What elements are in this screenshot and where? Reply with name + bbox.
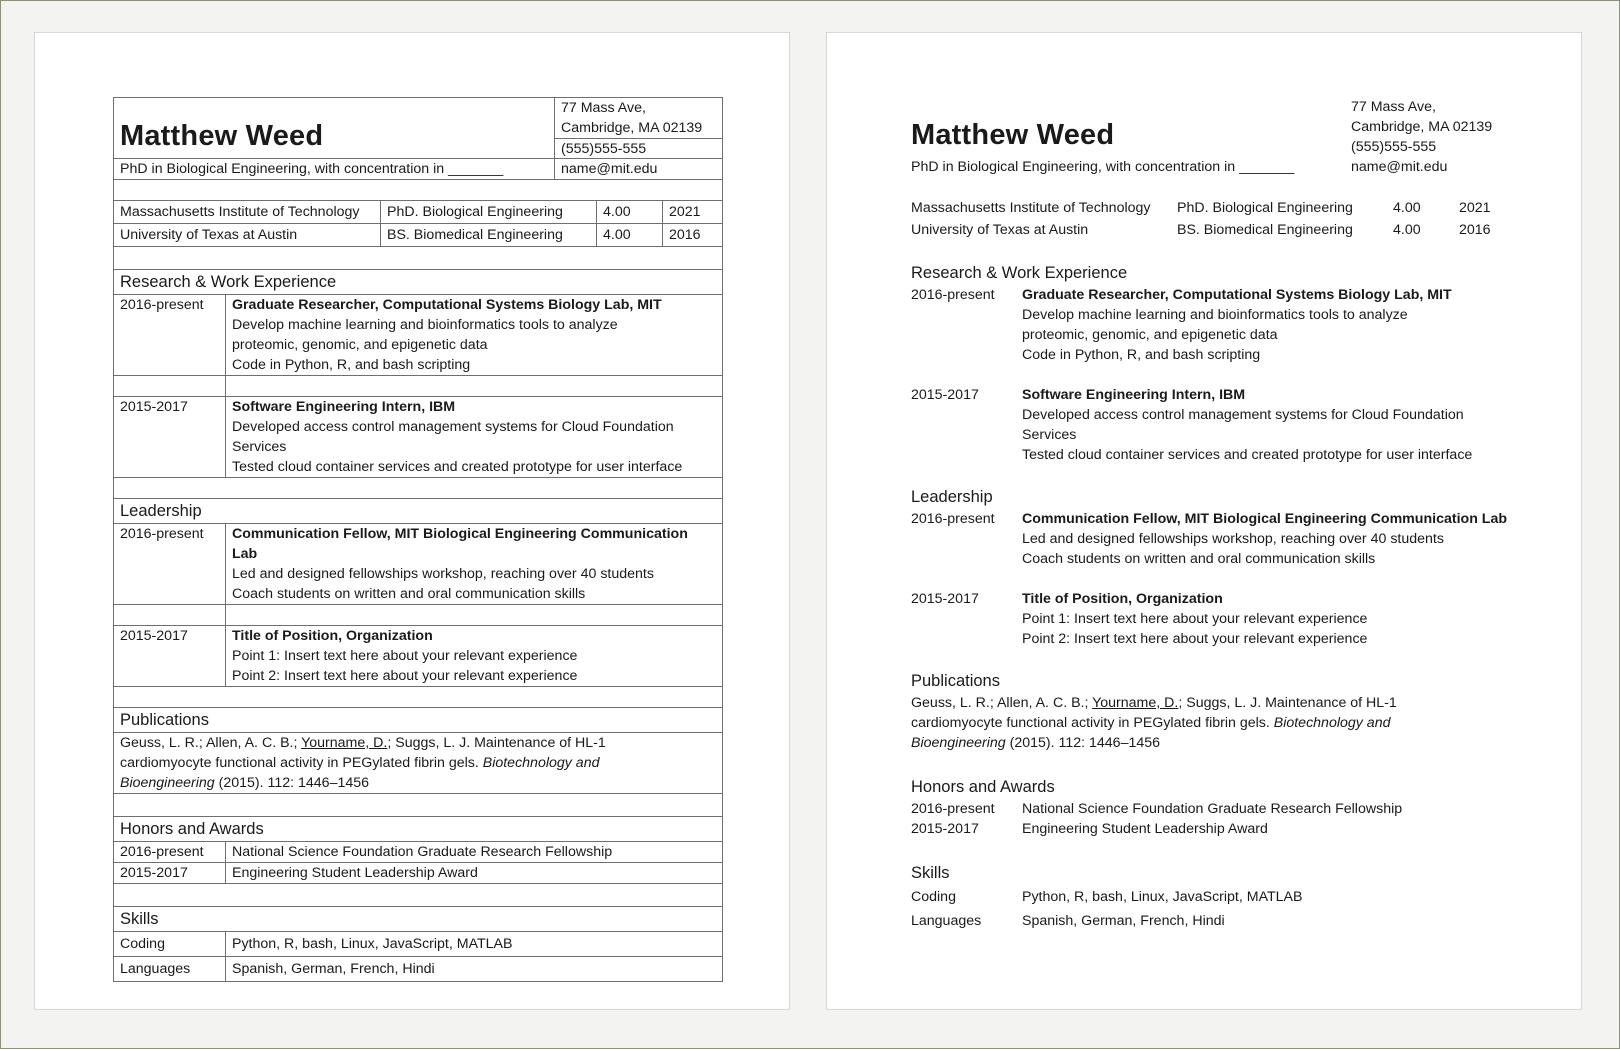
experience-dates: 2015-2017 (120, 399, 188, 415)
experience-row (113, 625, 723, 686)
experience-detail: Point 2: Insert text here about your relevant experience (1022, 631, 1368, 647)
address-line-2: Cambridge, MA 02139 (561, 120, 703, 136)
publication-journal: Biotechnology and (482, 755, 600, 771)
education-gpa: 4.00 (1393, 222, 1421, 238)
education-degree: BS. Biomedical Engineering (1177, 222, 1353, 238)
publication-authors: Geuss, L. R.; Allen, A. C. B.; (911, 695, 1093, 711)
skill-label: Coding (911, 889, 956, 905)
honor-row (905, 819, 1515, 839)
experience-detail: Point 1: Insert text here about your relevant experience (232, 648, 578, 664)
education-school: Massachusetts Institute of Technology (911, 200, 1151, 216)
experience-detail: Services (232, 439, 287, 455)
skill-value: Python, R, bash, Linux, JavaScript, MATLAB (1022, 889, 1303, 905)
phone-number: (555)555-555 (555, 138, 722, 159)
education-gpa: 4.00 (1393, 200, 1421, 216)
education-row (905, 219, 1515, 241)
honor-award: National Science Foundation Graduate Research Fellowship (225, 842, 722, 862)
skill-value: Spanish, German, French, Hindi (225, 957, 722, 981)
publication-row (113, 732, 723, 793)
honor-row (113, 841, 723, 862)
education-row (113, 223, 723, 246)
section-heading-leadership: Leadership (120, 502, 202, 520)
publication-self-author: Yourname, D. (301, 735, 388, 751)
education-degree: PhD. Biological Engineering (380, 201, 596, 223)
section-heading-skills: Skills (911, 864, 950, 882)
skill-label: Languages (120, 961, 191, 977)
skill-row (905, 885, 1515, 909)
experience-detail: Code in Python, R, and bash scripting (232, 357, 471, 373)
section-heading-honors: Honors and Awards (120, 820, 264, 838)
experience-title: Graduate Researcher, Computational Systems Biology Lab, MIT (232, 297, 662, 313)
publication-title: cardiomyocyte functional activity in PEGylated fibrin gels. (911, 715, 1274, 731)
subtitle-row (905, 157, 1515, 177)
experience-detail: Coach students on written and oral communication skills (232, 586, 586, 602)
skill-value: Spanish, German, French, Hindi (1022, 913, 1225, 929)
resume-table (113, 97, 723, 982)
publication-citation: (2015). 112: 1446–1456 (1005, 735, 1161, 751)
experience-detail: Develop machine learning and bioinformatics tools to analyze (232, 317, 618, 333)
experience-dates: 2016-present (911, 287, 995, 303)
section-heading-row (113, 906, 723, 931)
resume-page-gridded (34, 32, 790, 1010)
honor-award: Engineering Student Leadership Award (225, 863, 722, 883)
publication-journal: Bioengineering (120, 775, 215, 791)
experience-title: Communication Fellow, MIT Biological Engineering Communication Lab (232, 526, 688, 562)
publication-authors: ; Suggs, L. J. Maintenance of HL-1 (387, 735, 606, 751)
address-line-1: 77 Mass Ave, (561, 100, 646, 116)
honor-award: National Science Foundation Graduate Research Fellowship (1022, 801, 1403, 817)
blank-row (113, 686, 723, 707)
experience-row (113, 396, 723, 477)
experience-detail: Develop machine learning and bioinformatics tools to analyze (1022, 307, 1408, 323)
publication-title: cardiomyocyte functional activity in PEGylated fibrin gels. (120, 755, 483, 771)
blank-row (113, 604, 723, 625)
experience-detail: Point 1: Insert text here about your relevant experience (1022, 611, 1368, 627)
experience-detail: Tested cloud container services and created prototype for user interface (1022, 447, 1473, 463)
section-heading-row (113, 498, 723, 523)
blank-row (113, 883, 723, 906)
resume-name: Matthew Weed (120, 120, 324, 152)
experience-row (113, 523, 723, 604)
honor-dates: 2015-2017 (911, 821, 979, 837)
resume-page-plain (826, 32, 1582, 1010)
experience-detail: Led and designed fellowships workshop, reaching over 40 students (232, 566, 654, 582)
experience-title: Software Engineering Intern, IBM (1022, 387, 1246, 403)
blank-row (113, 477, 723, 498)
blank-row (113, 179, 723, 200)
education-year: 2021 (662, 201, 722, 223)
education-year: 2016 (1459, 222, 1491, 238)
section-heading-row (113, 816, 723, 841)
experience-title: Communication Fellow, MIT Biological Engineering Communication Lab (1022, 511, 1508, 527)
section-heading-leadership: Leadership (911, 488, 993, 506)
blank-row (113, 793, 723, 816)
blank-row (113, 375, 723, 396)
section-heading-row (113, 707, 723, 732)
experience-row (905, 385, 1515, 465)
section-heading-row (905, 485, 1515, 509)
section-heading-research: Research & Work Experience (120, 273, 337, 291)
honor-row (113, 862, 723, 883)
education-school: Massachusetts Institute of Technology (120, 204, 360, 220)
header-row (905, 97, 1515, 157)
subtitle-row (113, 158, 723, 179)
experience-row (113, 294, 723, 375)
education-school: University of Texas at Austin (120, 227, 298, 243)
publication-authors: Geuss, L. R.; Allen, A. C. B.; (120, 735, 302, 751)
skill-label: Coding (120, 936, 165, 952)
experience-dates: 2016-present (120, 297, 204, 313)
publication-authors: ; Suggs, L. J. Maintenance of HL-1 (1178, 695, 1397, 711)
address-line-1: 77 Mass Ave, (1351, 99, 1436, 115)
education-degree: BS. Biomedical Engineering (380, 224, 596, 246)
education-year: 2016 (662, 224, 722, 246)
section-heading-row (905, 775, 1515, 799)
publication-self-author: Yourname, D. (1092, 695, 1179, 711)
section-heading-row (905, 861, 1515, 885)
education-row (113, 200, 723, 223)
resume-subtitle: PhD in Biological Engineering, with concentration in _______ (911, 159, 1295, 175)
phone-number: (555)555-555 (1351, 139, 1437, 155)
header-row (113, 97, 723, 158)
education-gpa: 4.00 (596, 224, 662, 246)
skill-value: Python, R, bash, Linux, JavaScript, MATLAB (225, 932, 722, 956)
experience-title: Title of Position, Organization (232, 628, 433, 644)
publication-journal: Biotechnology and (1273, 715, 1391, 731)
experience-detail: Coach students on written and oral communication skills (1022, 551, 1376, 567)
honor-row (905, 799, 1515, 819)
resume-name: Matthew Weed (911, 119, 1115, 151)
publication-journal: Bioengineering (911, 735, 1006, 751)
section-heading-honors: Honors and Awards (911, 778, 1055, 796)
experience-row (905, 509, 1515, 569)
experience-dates: 2015-2017 (120, 628, 188, 644)
section-heading-publications: Publications (120, 711, 209, 729)
section-heading-publications: Publications (911, 672, 1000, 690)
experience-dates: 2015-2017 (911, 591, 979, 607)
publication-citation: (2015). 112: 1446–1456 (214, 775, 370, 791)
experience-row (905, 589, 1515, 649)
honor-award: Engineering Student Leadership Award (1022, 821, 1268, 837)
experience-title: Graduate Researcher, Computational Systems Biology Lab, MIT (1022, 287, 1452, 303)
section-heading-row (905, 669, 1515, 693)
honor-dates: 2015-2017 (120, 865, 188, 881)
email-address: name@mit.edu (554, 159, 722, 179)
experience-detail: Developed access control management systems for Cloud Foundation (1022, 407, 1464, 423)
honor-dates: 2016-present (911, 801, 995, 817)
experience-detail: Led and designed fellowships workshop, reaching over 40 students (1022, 531, 1444, 547)
experience-detail: Developed access control management systems for Cloud Foundation (232, 419, 674, 435)
education-year: 2021 (1459, 200, 1491, 216)
honor-dates: 2016-present (120, 844, 204, 860)
experience-detail: proteomic, genomic, and epigenetic data (1022, 327, 1278, 343)
skill-row (905, 909, 1515, 933)
skill-label: Languages (911, 913, 982, 929)
address-line-2: Cambridge, MA 02139 (1351, 119, 1493, 135)
publication-row (905, 693, 1515, 753)
education-degree: PhD. Biological Engineering (1177, 200, 1353, 216)
experience-detail: Code in Python, R, and bash scripting (1022, 347, 1261, 363)
section-heading-row (113, 269, 723, 294)
section-heading-skills: Skills (120, 910, 159, 928)
section-heading-row (905, 261, 1515, 285)
experience-dates: 2015-2017 (911, 387, 979, 403)
skill-row (113, 931, 723, 956)
skill-row (113, 956, 723, 982)
section-heading-research: Research & Work Experience (911, 264, 1128, 282)
blank-row (113, 246, 723, 269)
resume-subtitle: PhD in Biological Engineering, with concentration in _______ (120, 161, 504, 177)
education-gpa: 4.00 (596, 201, 662, 223)
education-school: University of Texas at Austin (911, 222, 1089, 238)
education-row (905, 197, 1515, 219)
experience-detail: Point 2: Insert text here about your relevant experience (232, 668, 578, 684)
email-address: name@mit.edu (1351, 159, 1448, 175)
experience-detail: Services (1022, 427, 1077, 443)
resume-body (905, 97, 1515, 933)
experience-detail: Tested cloud container services and created prototype for user interface (232, 459, 683, 475)
experience-title: Software Engineering Intern, IBM (232, 399, 456, 415)
experience-title: Title of Position, Organization (1022, 591, 1223, 607)
experience-detail: proteomic, genomic, and epigenetic data (232, 337, 488, 353)
experience-dates: 2016-present (911, 511, 995, 527)
experience-row (905, 285, 1515, 365)
experience-dates: 2016-present (120, 526, 204, 542)
